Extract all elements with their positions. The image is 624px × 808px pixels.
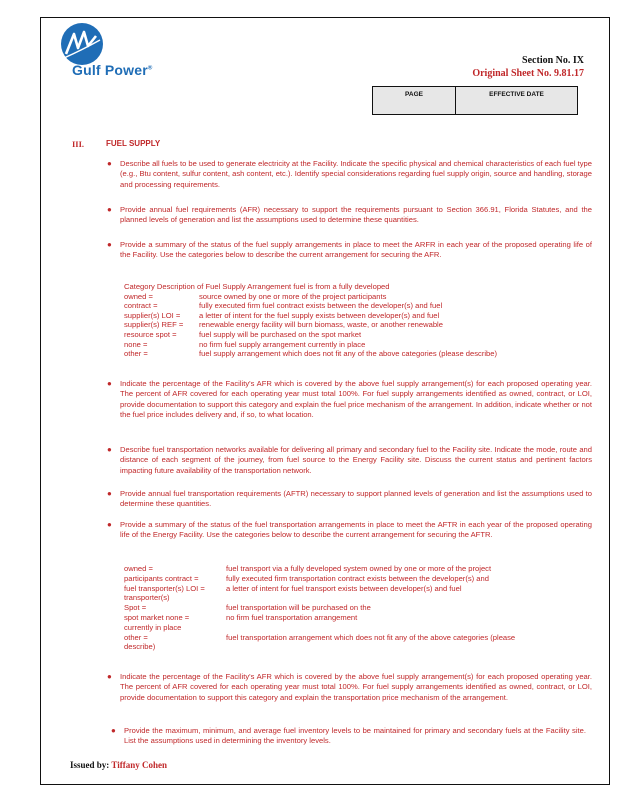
supply-category-row: contract = fully executed firm fuel contract exists between the developer(s) and fuel [124,301,443,311]
supply-category-header: Category Description of Fuel Supply Arrangement fuel is from a fully developed [124,282,390,291]
sheet-number: Original Sheet No. 9.81.17 [472,68,584,79]
transport-category-row: fuel transporter(s) LOI = a letter of intent for fuel transport exists between developer(s) and fuel [124,583,462,593]
bullet-item: ● Provide a summary of the status of the fuel transportation arrangements in place to meet the AFTR in each year of the proposed operating life of the Energy Facility. Use the categories below to describe the current arrangement for securing the AFTR. [107,520,592,540]
transport-category-row: owned = fuel transport via a fully developed system owned by one or more of the project [124,564,492,573]
transport-category-row: transporter(s) [124,593,170,603]
supply-category-row: supplier(s) LOI = a letter of intent for the fuel supply exists between developer(s) and fuel [124,310,440,320]
bullet-icon: ● [107,205,112,214]
bullet-item: ● Describe all fuels to be used to generate electricity at the Facility. Indicate the specific physical and chemical characteristics of each fuel type (e.g., Btu content, sulfur content, ash content, etc.). Identify special considerations regarding fuel supply origin, source and handling, storage and processing requirements. [107,159,592,189]
bullet-icon: ● [107,445,112,454]
effective-date-header-cell: EFFECTIVE DATE [456,87,578,115]
bullet-item: ● Provide annual fuel transportation requirements (AFTR) necessary to support planned levels of generation and list the assumptions used to determine these quantities. [107,489,592,509]
bullet-icon: ● [107,379,112,388]
bullet-item: ● Describe fuel transportation networks available for delivering all primary and secondary fuel to the Facility site. Indicate the mode, route and distance of each segment of the journey, from fuel source to the Energy Facility site. Discuss the current status and pertinent factors impacting future availability of the transportation network. [107,445,592,475]
transport-category-row: describe) [124,642,156,652]
issuer-name: Tiffany Cohen [111,760,167,770]
bullet-icon: ● [107,159,112,168]
bullet-icon: ● [107,672,112,681]
transport-category-row: Spot = fuel transportation will be purchased on the [124,603,371,613]
transport-category-row: currently in place [124,622,182,632]
bullet-icon: ● [107,520,112,529]
page-header-cell: PAGE [373,87,456,115]
issued-by: Issued by: Tiffany Cohen [70,760,167,770]
bullet-item: ● Indicate the percentage of the Facility's AFR which is covered by the above fuel supply arrangement(s) for each proposed operating year. The percent of AFR covered for each operating year must total 100%. For fuel supply arrangements identified as owned, contract, or LOI, provide documentation to support this category and explain the fuel price mechanism of the arrangement. In addition, indicate whether or not the fuel price includes delivery and, if so, to what location. [107,379,592,420]
transport-category-table [124,564,554,652]
bullet-item: ● Provide a summary of the status of the fuel supply arrangements in place to meet the ARFR in each year of the proposed operating life of the Facility. Use the categories below to describe the current arrangement for securing the AFR. [107,240,592,260]
supply-category-row: owned = source owned by one or more of the project participants [124,291,387,301]
supply-category-row: other = fuel supply arrangement which does not fit any of the above categories (please describe) [124,349,498,359]
transport-category-row: participants contract = fully executed firm transportation contract exists between the developer(s) and [124,573,489,583]
supply-category-row: supplier(s) REF = renewable energy facility will burn biomass, waste, or another renewable [124,320,443,330]
section-title: FUEL SUPPLY [106,139,161,148]
effective-date-table [372,86,578,115]
supply-category-row: none = no firm fuel supply arrangement currently in place [124,339,366,349]
logo-text: Gulf Power® [72,62,153,78]
supply-category-table [124,282,497,359]
bullet-item: ● Provide annual fuel requirements (AFR) necessary to support the requirements pursuant to Section 366.91, Florida Statutes, and the planned levels of generation and list the assumptions used to determine these quantities. [107,205,592,225]
section-roman-numeral: III. [72,139,85,149]
transport-category-row: spot market none = no firm fuel transportation arrangement [124,612,358,622]
bullet-icon: ● [107,489,112,498]
bullet-icon: ● [111,726,116,735]
section-number: Section No. IX [522,55,584,66]
bullet-item: ● Provide the maximum, minimum, and average fuel inventory levels to be maintained for primary and secondary fuels at the Facility site. List the assumptions used in determining the inventory levels. [111,726,586,746]
bullet-item: ● Indicate the percentage of the Facility's AFR which is covered by the above fuel supply arrangement(s) for each proposed operating year. The percent of AFR covered for each operating year must total 100%. For fuel supply arrangements identified as owned, contract, or LOI, provide documentation to support this category and explain the transportation price mechanism of the arrangement. [107,672,592,702]
transport-category-row: other = fuel transportation arrangement which does not fit any of the above categories (please [124,632,516,642]
supply-category-row: resource spot = fuel supply will be purchased on the spot market [124,329,362,339]
bullet-icon: ● [107,240,112,249]
